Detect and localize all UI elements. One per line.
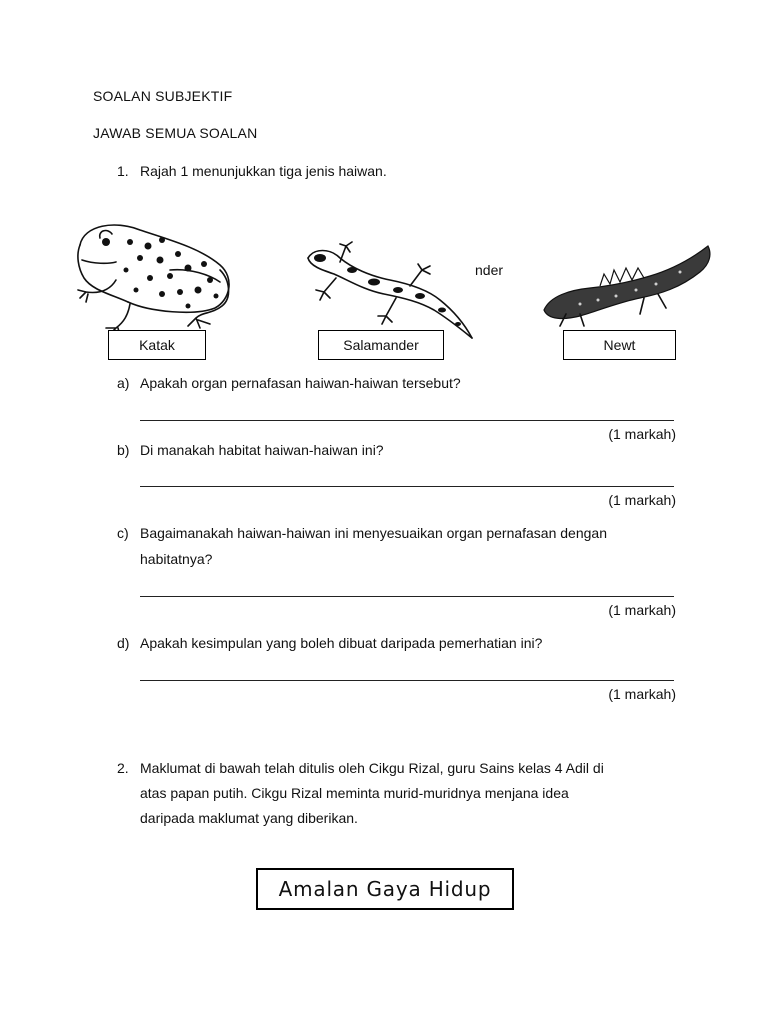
part-b-marks: (1 markah) (608, 492, 676, 508)
part-b-text: Di manakah habitat haiwan-haiwan ini? (140, 442, 384, 458)
part-d-marks: (1 markah) (608, 686, 676, 702)
label-newt-text: Newt (603, 337, 636, 353)
lifestyle-title-text: Amalan Gaya Hidup (278, 877, 492, 901)
label-salamander (318, 330, 444, 360)
label-newt (563, 330, 676, 360)
label-katak-text: Katak (139, 337, 175, 353)
part-d-text: Apakah kesimpulan yang boleh dibuat daripada pemerhatian ini? (140, 635, 543, 651)
part-a-marks: (1 markah) (608, 426, 676, 442)
part-b-letter: b) (117, 442, 130, 458)
part-a-text: Apakah organ pernafasan haiwan-haiwan tersebut? (140, 375, 461, 391)
label-katak (108, 330, 206, 360)
newt-icon (540, 240, 720, 330)
label-salamander-text: Salamander (343, 337, 419, 353)
salamander-icon (300, 240, 480, 340)
part-c-marks: (1 markah) (608, 602, 676, 618)
frog-icon (70, 220, 240, 340)
part-c-text: Bagaimanakah haiwan-haiwan ini menyesuaikan organ pernafasan dengan (140, 525, 607, 541)
question-1-text: Rajah 1 menunjukkan tiga jenis haiwan. (140, 163, 387, 179)
question-1-number: 1. (117, 163, 129, 179)
part-c-letter: c) (117, 525, 129, 541)
part-c-text-continued: habitatnya? (140, 551, 213, 567)
part-d-letter: d) (117, 635, 130, 651)
answer-line-b[interactable] (140, 486, 674, 487)
part-a-letter: a) (117, 375, 130, 391)
question-2-number: 2. (117, 760, 129, 776)
section-title: SOALAN SUBJEKTIF (93, 88, 233, 104)
question-2-line-3: daripada maklumat yang diberikan. (140, 810, 358, 826)
stray-label-text: nder (475, 262, 504, 278)
answer-line-a[interactable] (140, 420, 674, 421)
answer-line-d[interactable] (140, 680, 674, 681)
lifestyle-title-box (256, 868, 514, 910)
answer-line-c[interactable] (140, 596, 674, 597)
question-2-line-1: Maklumat di bawah telah ditulis oleh Cikgu Rizal, guru Sains kelas 4 Adil di (140, 760, 604, 776)
instruction: JAWAB SEMUA SOALAN (93, 125, 258, 141)
question-2-line-2: atas papan putih. Cikgu Rizal meminta murid-muridnya menjana idea (140, 785, 569, 801)
